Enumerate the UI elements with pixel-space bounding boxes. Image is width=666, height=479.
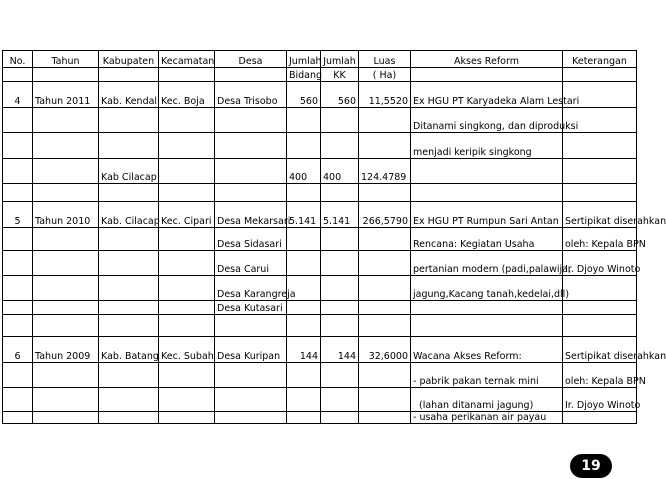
row5-desa-5: Desa Kutasari <box>215 301 287 315</box>
row5-ket-3: Ir. Djoyo Winoto <box>563 251 637 276</box>
row6-akses-3: (lahan ditanami jagung) <box>411 388 563 412</box>
header-row <box>3 51 637 68</box>
table-row <box>3 202 637 228</box>
table-row <box>3 363 637 388</box>
row5-desa-1: Desa Mekarsari <box>215 202 287 228</box>
row6-no: 6 <box>3 337 33 363</box>
row6-akses-4: - usaha perikanan air payau <box>411 412 563 424</box>
row6-ket-2: oleh: Kepala BPN <box>563 363 637 388</box>
land-reform-table <box>2 50 666 424</box>
table-row <box>3 108 637 133</box>
row6-tahun: Tahun 2009 <box>33 337 99 363</box>
table-row <box>3 412 637 424</box>
table-row <box>3 315 637 337</box>
header-bidang: Bidang <box>287 68 321 82</box>
row4-kab-2: Kab Cilacap <box>99 159 159 184</box>
row5-kabupaten: Kab. Cilacap <box>99 202 159 228</box>
header-kecamatan: Kecamatan <box>159 51 215 68</box>
row6-desa: Desa Kuripan <box>215 337 287 363</box>
table-row <box>3 228 637 251</box>
row5-desa-2: Desa Sidasari <box>215 228 287 251</box>
row5-ket-2: oleh: Kepala BPN <box>563 228 637 251</box>
row4-kecamatan: Kec. Boja <box>159 82 215 108</box>
table-row <box>3 301 637 315</box>
row5-tahun: Tahun 2010 <box>33 202 99 228</box>
header-tahun: Tahun <box>33 51 99 68</box>
header-keterangan: Keterangan <box>563 51 637 68</box>
row5-akses-2: Rencana: Kegiatan Usaha <box>411 228 563 251</box>
row4-kabupaten: Kab. Kendal <box>99 82 159 108</box>
row4-akses-2: Ditanami singkong, dan diproduksi <box>411 108 563 133</box>
header-kk: KK <box>321 68 359 82</box>
row5-akses-1: Ex HGU PT Rumpun Sari Antan <box>411 202 563 228</box>
row5-desa-3: Desa Carui <box>215 251 287 276</box>
row6-akses-1: Wacana Akses Reform: <box>411 337 563 363</box>
header-luas-unit: ( Ha) <box>359 68 411 82</box>
header-akses: Akses Reform <box>411 51 563 68</box>
row5-bidang: 5.141 <box>287 202 321 228</box>
header-luas: Luas <box>359 51 411 68</box>
row6-akses-2: - pabrik pakan ternak mini <box>411 363 563 388</box>
row6-ket-1: Sertipikat diserahkan <box>563 337 637 363</box>
row4-luas-2: 124.4789 <box>359 159 411 184</box>
page-number-badge: 19 <box>570 454 612 478</box>
row5-luas: 266,5790 <box>359 202 411 228</box>
row4-luas: 11,5520 <box>359 82 411 108</box>
row4-akses-3: menjadi keripik singkong <box>411 133 563 159</box>
header-row-2 <box>3 68 637 82</box>
table-row <box>3 184 637 202</box>
row4-desa: Desa Trisobo <box>215 82 287 108</box>
table-row <box>3 251 637 276</box>
header-jumlah-kk: Jumlah <box>321 51 359 68</box>
row4-bidang: 560 <box>287 82 321 108</box>
table-row <box>3 388 637 412</box>
row4-no: 4 <box>3 82 33 108</box>
row6-ket-3: Ir. Djoyo Winoto <box>563 388 637 412</box>
row5-kecamatan: Kec. Cipari <box>159 202 215 228</box>
row6-kecamatan: Kec. Subah <box>159 337 215 363</box>
row4-bidang-2: 400 <box>287 159 321 184</box>
row6-bidang: 144 <box>287 337 321 363</box>
table-row <box>3 337 637 363</box>
row5-akses-3: pertanian modern (padi,palawija, <box>411 251 563 276</box>
row5-akses-4: jagung,Kacang tanah,kedelai,dll) <box>411 276 563 301</box>
row5-kk: 5.141 <box>321 202 359 228</box>
row4-kk: 560 <box>321 82 359 108</box>
header-kabupaten: Kabupaten <box>99 51 159 68</box>
row5-ket-1: Sertipikat diserahkan <box>563 202 637 228</box>
header-desa: Desa <box>215 51 287 68</box>
header-no: No. <box>3 51 33 68</box>
row6-kabupaten: Kab. Batang <box>99 337 159 363</box>
table-row <box>3 82 637 108</box>
row4-akses: Ex HGU PT Karyadeka Alam Lestari <box>411 82 563 108</box>
table-row <box>3 159 637 184</box>
table-wrapper <box>2 50 666 424</box>
table-row <box>3 133 637 159</box>
table-row <box>3 276 637 301</box>
row4-tahun: Tahun 2011 <box>33 82 99 108</box>
header-jumlah-bidang: Jumlah <box>287 51 321 68</box>
row5-no: 5 <box>3 202 33 228</box>
row6-kk: 144 <box>321 337 359 363</box>
row5-desa-4: Desa Karangreja <box>215 276 287 301</box>
row6-luas: 32,6000 <box>359 337 411 363</box>
row4-kk-2: 400 <box>321 159 359 184</box>
